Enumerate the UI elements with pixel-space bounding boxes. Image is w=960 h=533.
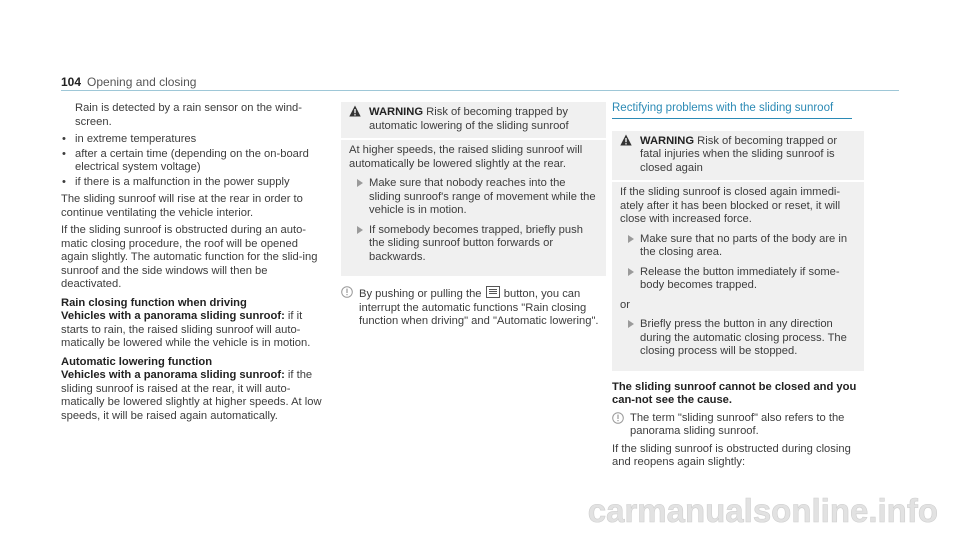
instruction-step bbox=[620, 266, 856, 293]
paragraph bbox=[61, 310, 326, 351]
warning-label: WARNING bbox=[369, 106, 424, 118]
step-text: Make sure that no parts of the body are in the closing area. bbox=[640, 232, 848, 258]
vehicle-qualifier: Vehicles with a panorama sliding sunroof: bbox=[61, 369, 285, 381]
paragraph bbox=[61, 369, 326, 423]
vehicle-qualifier: Vehicles with a panorama sliding sunroof: bbox=[61, 310, 285, 322]
step-text: If somebody becomes trapped, briefly push the sliding sunroof button forwards or backwards. bbox=[369, 223, 583, 263]
warning-title: Risk of becoming trapped or fatal injuries when the sliding sunroof is closed again bbox=[640, 134, 838, 174]
warning-header bbox=[612, 131, 864, 183]
paragraph: If the sliding sunroof is obstructed during an auto-matic closing procedure, the roof will be opened again slightly. The automatic function for the slid-ing sunroof and the side windows will then be deactivated. bbox=[61, 224, 318, 290]
step-arrow-icon bbox=[628, 268, 634, 276]
problem-heading: The sliding sunroof cannot be closed and you can-not see the cause. bbox=[612, 380, 857, 406]
subheading-rain-closing: Rain closing function when driving bbox=[61, 296, 247, 309]
note-text: button, you can interrupt the automatic functions "Rain closing function when driving" and "Automatic lowering". bbox=[359, 288, 599, 327]
warning-header bbox=[341, 102, 606, 140]
note-text: By pushing or pulling the bbox=[359, 288, 485, 300]
info-icon bbox=[612, 412, 624, 424]
step-arrow-icon bbox=[628, 320, 634, 328]
instruction-step bbox=[349, 224, 598, 265]
instruction-step bbox=[620, 233, 856, 260]
step-text: Briefly press the button in any direction during the automatic closing process. The closing process will be stopped. bbox=[640, 318, 847, 357]
note-text: The term "sliding sunroof" also refers to the panorama sliding sunroof. bbox=[630, 411, 845, 437]
warning-triangle-icon bbox=[620, 134, 632, 146]
warning-triangle-icon bbox=[349, 105, 361, 117]
step-arrow-icon bbox=[628, 235, 634, 243]
section-title: Opening and closing bbox=[87, 75, 197, 89]
step-arrow-icon bbox=[357, 179, 363, 187]
paragraph: If the sliding sunroof is obstructed during closing and reopens again slightly: bbox=[612, 442, 851, 468]
list-item: • after a certain time (depending on the on-board electrical system voltage) bbox=[61, 148, 326, 175]
paragraph-text: if it starts to rain, the raised sliding sunroof will auto-matically be lowered while the vehicle is in motion. bbox=[61, 310, 311, 349]
step-text: Release the button immediately if some-body becomes trapped. bbox=[640, 265, 840, 291]
warning-text: At higher speeds, the raised sliding sunroof will automatically be lowered slightly at the rear. bbox=[349, 144, 583, 170]
info-note bbox=[341, 286, 606, 329]
warning-title: Risk of becoming trapped by automatic lowering of the sliding sunroof bbox=[369, 106, 569, 132]
warning-body bbox=[612, 182, 864, 371]
paragraph-text: if the sliding sunroof is raised at the rear, it will auto-matically be lowered slightly at higher speeds. At low speeds, it will be raised again automatically. bbox=[61, 369, 322, 422]
warning-text: If the sliding sunroof is closed again immedi-ately after it has been blocked or reset, it will close with increased force. bbox=[620, 186, 841, 225]
subheading-automatic-lowering: Automatic lowering function bbox=[61, 355, 213, 368]
column-left bbox=[61, 102, 326, 427]
condition-list bbox=[61, 133, 326, 189]
info-icon bbox=[341, 286, 353, 298]
warning-label: WARNING bbox=[640, 134, 695, 147]
warning-box bbox=[341, 102, 606, 276]
instruction-step bbox=[620, 318, 856, 359]
column-middle bbox=[341, 102, 606, 333]
column-right bbox=[612, 102, 864, 474]
step-text: Make sure that nobody reaches into the sliding sunroof's range of movement while the vehicle is in motion. bbox=[369, 177, 596, 216]
instruction-step bbox=[349, 177, 598, 218]
intro-text: Rain is detected by a rain sensor on the wind-screen. bbox=[75, 102, 302, 128]
header-divider bbox=[61, 90, 899, 91]
watermark-text: carmanualsonline.info bbox=[587, 492, 938, 529]
list-item: • if there is a malfunction in the power supply bbox=[61, 176, 326, 190]
warning-box bbox=[612, 131, 864, 371]
paragraph: The sliding sunroof will rise at the rear in order to continue ventilating the vehicle interior. bbox=[61, 193, 303, 219]
warning-body bbox=[341, 140, 606, 276]
info-note bbox=[612, 412, 864, 439]
page-number: 104 bbox=[61, 75, 82, 89]
sunroof-button-icon bbox=[486, 286, 500, 298]
section-heading: Rectifying problems with the sliding sunroof bbox=[612, 102, 852, 119]
list-item: • in extreme temperatures bbox=[61, 133, 326, 147]
or-label: or bbox=[620, 298, 630, 311]
step-arrow-icon bbox=[357, 226, 363, 234]
